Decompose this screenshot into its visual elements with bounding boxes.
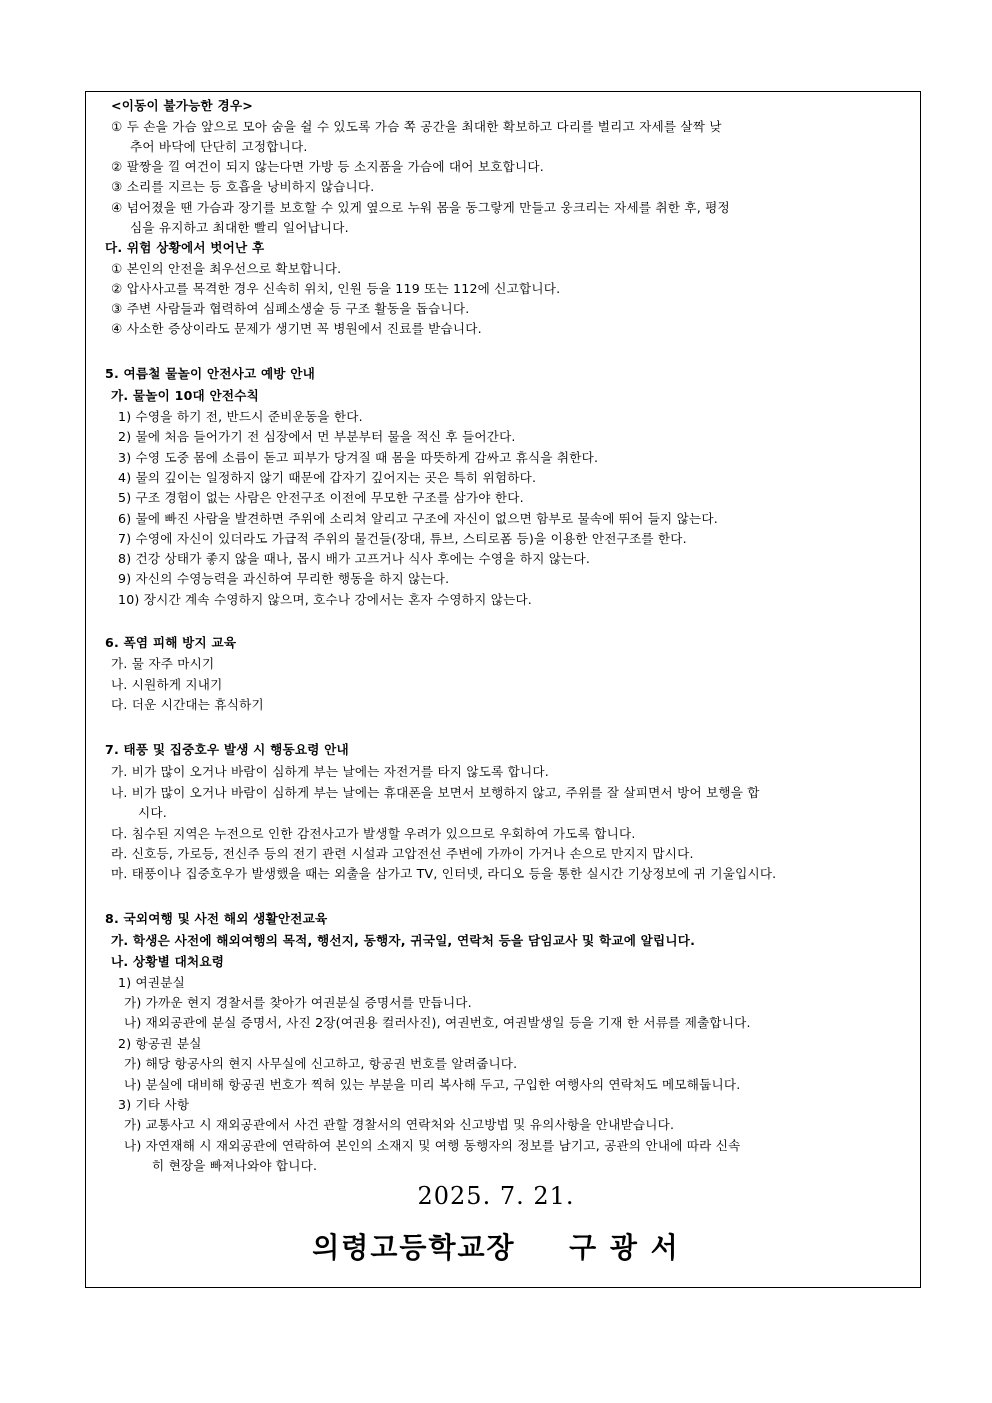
- text-line: 나. 시원하게 지내기: [111, 677, 223, 692]
- text-line: 나) 재외공관에 분실 증명서, 사진 2장(여권용 컬러사진), 여권번호, 여권발생일 등을 기재 한 서류를 제출합니다.: [124, 1015, 751, 1030]
- text-line: 1) 수영을 하기 전, 반드시 준비운동을 한다.: [118, 409, 363, 424]
- text-line: 나. 상황별 대처요령: [111, 954, 225, 969]
- text-line: 5) 구조 경험이 없는 사람은 안전구조 이전에 무모한 구조를 삼가야 한다.: [118, 490, 524, 505]
- text-line: ② 팔짱을 낄 여건이 되지 않는다면 가방 등 소지품을 가슴에 대어 보호합니다.: [111, 159, 544, 174]
- text-line: ③ 주변 사람들과 협력하여 심폐소생술 등 구조 활동을 돕습니다.: [111, 301, 470, 316]
- text-line: 라. 신호등, 가로등, 전신주 등의 전기 관련 시설과 고압전선 주변에 가까이 가거나 손으로 만지지 맙시다.: [111, 846, 694, 861]
- text-line: ② 압사사고를 목격한 경우 신속히 위치, 인원 등을 119 또는 112에 신고합니다.: [111, 281, 561, 296]
- text-line: ③ 소리를 지르는 등 호흡을 낭비하지 않습니다.: [111, 179, 375, 194]
- text-line: 마. 태풍이나 집중호우가 발생했을 때는 외출을 삼가고 TV, 인터넷, 라디오 등을 통한 실시간 기상정보에 귀 기울입시다.: [111, 866, 777, 881]
- text-line: 나) 자연재해 시 재외공관에 연락하여 본인의 소재지 및 여행 동행자의 정보를 남기고, 공관의 안내에 따라 신속: [124, 1138, 741, 1153]
- text-line: 3) 기타 사항: [118, 1097, 190, 1112]
- text-line: 나. 비가 많이 오거나 바람이 심하게 부는 날에는 휴대폰을 보면서 보행하지 않고, 주위를 잘 살피면서 방어 보행을 합: [111, 785, 760, 800]
- text-line: 다. 침수된 지역은 누전으로 인한 감전사고가 발생할 우려가 있으므로 우회하여 가도록 합니다.: [111, 826, 636, 841]
- text-line: 4) 물의 깊이는 일정하지 않기 때문에 갑자기 깊어지는 곳은 특히 위험하다.: [118, 470, 537, 485]
- text-line: 6) 물에 빠진 사람을 발견하면 주위에 소리쳐 알리고 구조에 자신이 없으면 함부로 물속에 뛰어 들지 않는다.: [118, 511, 718, 526]
- text-line: 다. 위험 상황에서 벗어난 후: [105, 240, 265, 255]
- text-line: ① 본인의 안전을 최우선으로 확보합니다.: [111, 261, 342, 276]
- text-line: 가) 가까운 현지 경찰서를 찾아가 여권분실 증명서를 만듭니다.: [124, 995, 472, 1010]
- text-line: 다. 더운 시간대는 휴식하기: [111, 697, 264, 712]
- text-line: 가. 물놀이 10대 안전수칙: [111, 388, 259, 403]
- text-line: 8. 국외여행 및 사전 해외 생활안전교육: [105, 911, 328, 926]
- text-line: <이동이 불가능한 경우>: [111, 98, 253, 113]
- text-line: 가. 학생은 사전에 해외여행의 목적, 행선지, 동행자, 귀국일, 연락처 등을 담임교사 및 학교에 알립니다.: [111, 933, 696, 948]
- text-line: 가. 비가 많이 오거나 바람이 심하게 부는 날에는 자전거를 타지 않도록 합니다.: [111, 764, 549, 779]
- school-principal-title: 의령고등학교장: [312, 1231, 516, 1264]
- text-line: 나) 분실에 대비해 항공권 번호가 찍혀 있는 부분을 미리 복사해 두고, 구입한 여행사의 연락처도 메모해둡니다.: [124, 1077, 741, 1092]
- text-line: ④ 사소한 증상이라도 문제가 생기면 꼭 병원에서 진료를 받습니다.: [111, 321, 482, 336]
- text-line: 5. 여름철 물놀이 안전사고 예방 안내: [105, 366, 315, 381]
- text-line: 6. 폭염 피해 방지 교육: [105, 635, 237, 650]
- text-line: 시다.: [138, 805, 167, 820]
- text-line: 7. 태풍 및 집중호우 발생 시 행동요령 안내: [105, 742, 349, 757]
- text-line: 8) 건강 상태가 좋지 않을 때나, 몹시 배가 고프거나 식사 후에는 수영을 하지 않는다.: [118, 551, 591, 566]
- text-line: 9) 자신의 수영능력을 과신하여 무리한 행동을 하지 않는다.: [118, 571, 450, 586]
- document-date: 2025. 7. 21.: [417, 1182, 575, 1210]
- text-line: 10) 장시간 계속 수영하지 않으며, 호수나 강에서는 혼자 수영하지 않는다.: [118, 592, 533, 607]
- text-line: 7) 수영에 자신이 있더라도 가급적 주위의 물건들(장대, 튜브, 스티로폼 등)을 이용한 안전구조를 한다.: [118, 531, 687, 546]
- text-line: 가) 교통사고 시 재외공관에서 사건 관할 경찰서의 연락처와 신고방법 및 유의사항을 안내받습니다.: [124, 1117, 675, 1132]
- principal-name: 구 광 서: [569, 1231, 680, 1264]
- text-line: 심을 유지하고 최대한 빨리 일어납니다.: [130, 220, 349, 235]
- text-line: ④ 넘어졌을 땐 가슴과 장기를 보호할 수 있게 옆으로 누워 몸을 동그랗게 만들고 웅크리는 자세를 취한 후, 평정: [111, 200, 730, 215]
- text-line: 히 현장을 빠져나와야 합니다.: [152, 1158, 318, 1173]
- text-line: 1) 여권분실: [118, 975, 185, 990]
- text-line: 추어 바닥에 단단히 고정합니다.: [130, 139, 308, 154]
- text-line: 2) 물에 처음 들어가기 전 심장에서 먼 부분부터 물을 적신 후 들어간다.: [118, 429, 516, 444]
- text-line: 2) 항공권 분실: [118, 1036, 202, 1051]
- text-line: 가. 물 자주 마시기: [111, 656, 215, 671]
- text-line: 가) 해당 항공사의 현지 사무실에 신고하고, 항공권 번호를 알려줍니다.: [124, 1056, 518, 1071]
- signature-line: [0, 1226, 992, 1266]
- text-line: 3) 수영 도중 몸에 소름이 돋고 피부가 당겨질 때 몸을 따뜻하게 감싸고 휴식을 취한다.: [118, 450, 599, 465]
- text-line: ① 두 손을 가슴 앞으로 모아 숨을 쉴 수 있도록 가슴 쪽 공간을 최대한 확보하고 다리를 벌리고 자세를 살짝 낮: [111, 119, 722, 134]
